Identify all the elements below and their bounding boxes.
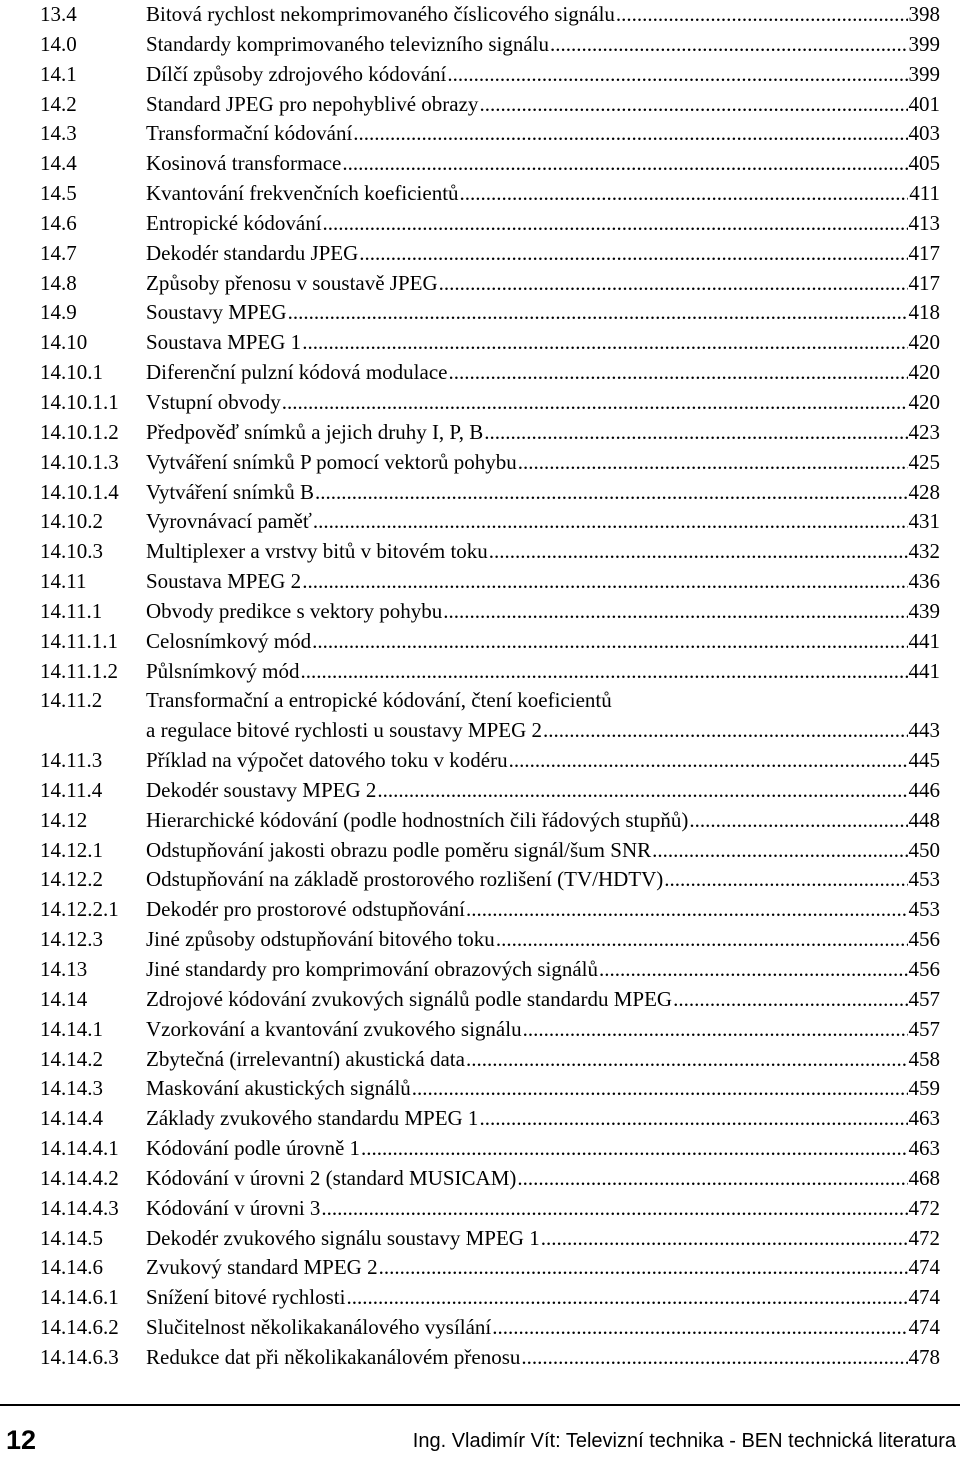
toc-dot-leader [460,179,909,209]
toc-entry-number: 14.0 [40,31,77,56]
toc-entry-title: Jiné standardy pro komprimování obrazových signálů [146,957,598,981]
toc-dot-leader [479,90,907,120]
toc-entry-number: 14.12.3 [40,927,103,952]
toc-entry-title: Standardy komprimovaného televizního signálu [146,31,549,56]
toc-entry-page: 456 [908,957,940,981]
toc-entry-page: 420 [908,330,940,355]
toc-entry[interactable] [40,1164,940,1194]
toc-entry-title: Odstupňování na základě prostorového rozlišení (TV/HDTV) [146,867,664,892]
toc-entry-title-wrap [146,1194,909,1224]
toc-entry-title: Vyrovnávací paměť [146,509,312,534]
toc-entry-number: 14.12 [40,807,88,832]
toc-entry-page: 450 [908,837,940,862]
toc-entry-title: Dekodér standardu JPEG [146,240,359,265]
toc-dot-leader [439,269,908,299]
toc-entry-number: 14.1 [40,61,77,86]
toc-entry-title-wrap [146,179,909,209]
toc-entry-number: 14.14.4.3 [40,1195,119,1220]
toc-entry-page: 459 [908,1076,940,1101]
toc-entry[interactable] [40,507,940,537]
toc-entry[interactable] [40,806,940,836]
toc-entry-title: Celosnímkový mód [146,628,312,653]
toc-entry-number: 14.12.1 [40,837,103,862]
toc-entry-number: 14.11 [40,569,87,594]
toc-entry-number: 14.11.1 [40,598,103,623]
toc-dot-leader [550,30,908,60]
toc-entry[interactable] [40,895,940,925]
toc-entry-title-wrap [146,448,909,478]
toc-dot-leader [321,1194,907,1224]
toc-entry[interactable] [40,1313,940,1343]
toc-entry-page: 474 [908,1255,940,1280]
toc-entry[interactable] [40,478,940,508]
toc-entry-number: 14.10.1.4 [40,479,119,504]
toc-entry-title: Standard JPEG pro nepohyblivé obrazy [146,91,479,116]
toc-entry-title-wrap [146,627,909,657]
toc-dot-leader [377,776,907,806]
toc-entry-page: 420 [908,389,940,414]
toc-entry-title-wrap [146,1253,909,1283]
toc-entry-title: Bitová rychlost nekomprimovaného číslicového signálu [146,2,615,26]
toc-dot-leader [689,806,907,836]
toc-dot-leader [492,1313,907,1343]
toc-entry-page: 436 [908,569,940,594]
toc-entry-page: 398 [908,2,940,26]
toc-entry-title-wrap [146,716,909,746]
toc-entry-title-wrap [146,1104,909,1134]
toc-dot-leader [664,865,907,895]
toc-entry-page: 399 [908,61,940,86]
toc-entry[interactable] [40,836,940,866]
toc-entry-number: 14.14.4 [40,1106,103,1131]
toc-entry[interactable] [40,90,940,120]
toc-entry-page: 417 [908,240,940,265]
toc-entry-page: 463 [908,1136,940,1161]
toc-entry-number: 14.6 [40,210,77,235]
toc-dot-leader [443,597,907,627]
toc-entry-title: Kódování podle úrovně 1 [146,1136,361,1161]
footer-book-credit: Ing. Vladimír Vít: Televizní technika - BEN technická literatura [412,1430,956,1452]
toc-entry-title-wrap [146,298,909,328]
toc-entry-number: 14.14.6.3 [40,1344,119,1369]
toc-entry-title-wrap [146,985,909,1015]
toc-entry[interactable] [40,298,940,328]
toc-entry-page: 423 [908,419,940,444]
toc-entry-title: Dílčí způsoby zdrojového kódování [146,61,447,86]
toc-entry[interactable] [40,955,940,985]
footer-page-number: 12 [6,1425,37,1455]
toc-entry-title: Dekodér soustavy MPEG 2 [146,777,377,802]
toc-entry-title: Vytváření snímků P pomocí vektorů pohybu [146,449,517,474]
toc-entry-title: Maskování akustických signálů [146,1076,411,1101]
toc-dot-leader [312,627,907,657]
toc-entry-page: 441 [908,628,940,653]
toc-entry-number: 14.10.2 [40,509,103,534]
toc-entry-page: 474 [908,1285,940,1310]
toc-entry-title-wrap [146,955,909,985]
toc-entry[interactable] [40,1343,940,1373]
toc-entry-title-wrap [146,507,909,537]
toc-entry[interactable] [40,30,940,60]
toc-entry-number: 14.11.4 [40,777,103,802]
toc-entry-number: 14.2 [40,91,77,116]
toc-entry-page: 445 [908,748,940,773]
toc-entry-title-wrap [146,269,909,299]
toc-entry-title-wrap [146,1224,909,1254]
toc-entry-page: 413 [908,210,940,235]
toc-entry[interactable] [40,0,940,30]
toc-entry-page: 474 [908,1315,940,1340]
toc-entry-title-wrap [146,895,909,925]
toc-entry-title-wrap [146,597,909,627]
toc-entry-page: 453 [908,867,940,892]
toc-entry-title: Předpověď snímků a jejich druhy I, P, B [146,419,484,444]
toc-entry[interactable] [40,1224,940,1254]
toc-entry-number: 14.12.2.1 [40,897,119,922]
toc-entry-title: Dekodér zvukového signálu soustavy MPEG 1 [146,1225,540,1250]
toc-entry-number: 14.10.3 [40,539,103,564]
toc-entry-title-wrap [146,418,909,448]
toc-entry-number: 14.10.1.2 [40,419,119,444]
toc-entry-title: Soustava MPEG 2 [146,569,302,594]
toc-entry-page: 443 [908,718,940,743]
toc-entry-title: Kódování v úrovni 2 (standard MUSICAM) [146,1165,517,1190]
toc-entry-title: Entropické kódování [146,210,322,235]
toc-dot-leader [466,895,907,925]
toc-entry[interactable] [40,925,940,955]
toc-entry-number: 14.10 [40,330,88,355]
toc-dot-leader [479,1104,907,1134]
toc-entry[interactable] [40,746,940,776]
toc-entry[interactable] [40,567,940,597]
toc-entry-title-wrap [146,1045,909,1075]
toc-entry[interactable] [40,239,940,269]
toc-entry-title: Soustavy MPEG [146,300,287,325]
toc-entry-number: 14.14.6.2 [40,1315,119,1340]
toc-entry-page: 446 [908,777,940,802]
toc-entry-page: 431 [908,509,940,534]
toc-dot-leader [448,358,907,388]
toc-dot-leader [466,1045,908,1075]
toc-entry[interactable] [40,1134,940,1164]
toc-entry-title-wrap [146,0,909,30]
toc-entry-title-wrap [146,1164,909,1194]
toc-entry-title-wrap [146,478,909,508]
toc-entry-page: 428 [908,479,940,504]
toc-entry-title-wrap [146,1134,909,1164]
toc-dot-leader [342,149,907,179]
toc-dot-leader [518,448,908,478]
toc-entry[interactable] [40,209,940,239]
toc-entry-title-wrap [146,925,909,955]
toc-entry[interactable] [40,1104,940,1134]
toc-entry-title-wrap [146,537,909,567]
toc-entry[interactable] [40,597,940,627]
toc-dot-leader [484,418,907,448]
toc-entry-number: 14.11.3 [40,748,103,773]
toc-entry-page: 399 [908,31,940,56]
toc-entry-number: 14.9 [40,300,77,325]
toc-entry-number: 14.14.4.2 [40,1165,119,1190]
toc-entry-title-wrap [146,388,909,418]
toc-entry-number: 14.10.1 [40,360,103,385]
toc-entry-title-wrap [146,358,909,388]
toc-dot-leader [379,1253,908,1283]
toc-dot-leader [509,746,908,776]
toc-dot-leader [517,1164,907,1194]
toc-dot-leader [313,507,908,537]
toc-entry-title-wrap [146,1313,909,1343]
toc-dot-leader [288,298,908,328]
toc-entry[interactable] [40,537,940,567]
toc-entry-title: Zdrojové kódování zvukových signálů podle standardu MPEG [146,986,673,1011]
toc-entry-title-wrap [146,776,909,806]
toc-entry-title: Dekodér pro prostorové odstupňování [146,897,466,922]
toc-entry-title: Vstupní obvody [146,389,281,414]
toc-dot-leader [353,119,907,149]
toc-dot-leader [489,537,908,567]
toc-entry-page: 432 [908,539,940,564]
toc-dot-leader [652,836,907,866]
toc-entry-number: 14.3 [40,121,77,146]
toc-entry-number: 14.14.6 [40,1255,103,1280]
toc-entry[interactable] [40,686,940,716]
toc-entry[interactable] [40,179,940,209]
toc-entry-page: 417 [908,270,940,295]
toc-dot-leader [315,478,908,508]
toc-entry-title-wrap [146,865,909,895]
toc-entry[interactable] [40,328,940,358]
toc-entry[interactable] [40,1194,940,1224]
toc-entry-number: 14.10.1.3 [40,449,119,474]
toc-entry-page: 478 [908,1344,940,1369]
toc-entry-title-wrap [146,836,909,866]
toc-entry-title-continued: a regulace bitové rychlosti u soustavy MPEG 2 [146,718,543,743]
toc-dot-leader [359,239,907,269]
toc-entry-title: Příklad na výpočet datového toku v kodéru [146,748,508,773]
toc-entry-title: Vytváření snímků B [146,479,314,504]
toc-entry[interactable] [40,119,940,149]
toc-entry-title: Zbytečná (irrelevantní) akustická data [146,1046,465,1071]
toc-dot-leader [541,1224,908,1254]
toc-entry-title-wrap [146,1343,909,1373]
toc-entry-title: Zvukový standard MPEG 2 [146,1255,378,1280]
toc-entry-number: 14.14.4.1 [40,1136,119,1161]
toc-entry-title: Vzorkování a kvantování zvukového signálu [146,1016,522,1041]
toc-entry-page: 457 [908,986,940,1011]
toc-entry-page: 405 [908,151,940,176]
toc-dot-leader [361,1134,907,1164]
toc-entry[interactable] [40,269,940,299]
toc-dot-leader [523,1015,908,1045]
toc-entry-continuation[interactable] [40,716,940,746]
toc-entry-number: 14.14.3 [40,1076,103,1101]
toc-entry-page: 468 [908,1165,940,1190]
toc-entry-page: 457 [908,1016,940,1041]
toc-dot-leader [521,1343,907,1373]
toc-entry-title-wrap [146,746,909,776]
toc-entry-title: Multiplexer a vrstvy bitů v bitovém toku [146,539,488,564]
toc-entry-title: Slučitelnost několikakanálového vysílání [146,1315,492,1340]
toc-entry-title: Kvantování frekvenčních koeficientů [146,181,459,206]
toc-entry-title-wrap [146,1015,909,1045]
toc-entry-number: 14.11.1.2 [40,658,118,683]
toc-entry-page: 401 [908,91,940,116]
toc-entry-title-wrap [146,119,909,149]
toc-entry[interactable] [40,657,940,687]
toc-entry-number: 14.14 [40,986,88,1011]
toc-entry[interactable] [40,1074,940,1104]
toc-entry-title: Odstupňování jakosti obrazu podle poměru signál/šum SNR [146,837,652,862]
toc-entry-title-wrap [146,90,909,120]
toc-entry[interactable] [40,865,940,895]
toc-entry-number: 14.4 [40,151,77,176]
toc-entry[interactable] [40,418,940,448]
toc-dot-leader [543,716,907,746]
toc-entry[interactable] [40,358,940,388]
toc-dot-leader [302,328,907,358]
toc-entry[interactable] [40,1283,940,1313]
toc-entry-title-wrap [146,239,909,269]
toc-entry-number: 14.13 [40,957,88,981]
toc-entry-title-wrap [146,806,909,836]
table-of-contents [40,0,940,1373]
toc-entry[interactable] [40,627,940,657]
toc-entry-title-wrap [146,30,909,60]
toc-entry[interactable] [40,1015,940,1045]
toc-entry-page: 453 [908,897,940,922]
toc-entry-title-wrap [146,149,909,179]
toc-dot-leader [346,1283,907,1313]
toc-entry[interactable] [40,1045,940,1075]
toc-entry-page: 425 [908,449,940,474]
toc-entry-number: 14.12.2 [40,867,103,892]
toc-entry-number: 14.7 [40,240,77,265]
toc-entry-number: 14.14.2 [40,1046,103,1071]
toc-entry[interactable] [40,776,940,806]
toc-entry-number: 13.4 [40,2,77,26]
toc-entry-title: Redukce dat při několikakanálovém přenosu [146,1344,521,1369]
toc-entry-title: Transformační a entropické kódování, čtení koeficientů [146,688,612,713]
toc-entry-title-wrap [146,657,909,687]
toc-entry-title-wrap [146,60,909,90]
toc-entry-title-wrap [146,209,909,239]
toc-dot-leader [412,1074,908,1104]
toc-dot-leader [302,567,907,597]
footer-divider [0,1404,960,1406]
toc-dot-leader [599,955,908,985]
toc-entry-number: 14.11.2 [40,688,103,713]
toc-entry-title: Diferenční pulzní kódová modulace [146,360,448,385]
toc-entry-page: 418 [908,300,940,325]
toc-entry-number: 14.5 [40,181,77,206]
toc-dot-leader [282,388,908,418]
toc-entry-page: 441 [908,658,940,683]
toc-entry-title-wrap [146,1074,909,1104]
toc-entry-title: Kosinová transformace [146,151,342,176]
toc-entry-number: 14.14.1 [40,1016,103,1041]
toc-entry-page: 463 [908,1106,940,1131]
toc-entry-title: Soustava MPEG 1 [146,330,302,355]
toc-entry-title-wrap [146,328,909,358]
toc-entry-page: 472 [908,1225,940,1250]
toc-entry-number: 14.11.1.1 [40,628,118,653]
toc-entry-number: 14.14.5 [40,1225,103,1250]
toc-entry-number: 14.8 [40,270,77,295]
toc-entry-title: Transformační kódování [146,121,353,146]
toc-entry-page: 458 [908,1046,940,1071]
toc-dot-leader [616,0,908,30]
toc-entry-title-wrap [146,567,909,597]
toc-entry-title: Snížení bitové rychlosti [146,1285,346,1310]
toc-entry[interactable] [40,60,940,90]
toc-entry[interactable] [40,149,940,179]
toc-entry[interactable] [40,1253,940,1283]
toc-entry-title: Kódování v úrovni 3 [146,1195,321,1220]
toc-entry-title: Hierarchické kódování (podle hodnostních čili řádových stupňů) [146,807,689,832]
toc-entry-title: Jiné způsoby odstupňování bitového toku [146,927,495,952]
toc-entry-title: Obvody predikce s vektory pohybu [146,598,443,623]
toc-entry-page: 420 [908,360,940,385]
toc-dot-leader [447,60,907,90]
toc-entry-page: 411 [909,181,940,206]
toc-entry[interactable] [40,388,940,418]
toc-entry[interactable] [40,985,940,1015]
toc-dot-leader [496,925,908,955]
toc-dot-leader [323,209,908,239]
toc-dot-leader [673,985,907,1015]
toc-entry[interactable] [40,448,940,478]
toc-entry-title-wrap [146,686,940,716]
toc-entry-title: Základy zvukového standardu MPEG 1 [146,1106,479,1131]
toc-entry-number: 14.10.1.1 [40,389,119,414]
toc-entry-page: 472 [908,1195,940,1220]
toc-entry-number: 14.14.6.1 [40,1285,119,1310]
toc-entry-title-wrap [146,1283,909,1313]
toc-entry-page: 439 [908,598,940,623]
toc-entry-page: 456 [908,927,940,952]
toc-entry-page: 403 [908,121,940,146]
toc-entry-page: 448 [908,807,940,832]
toc-entry-title: Způsoby přenosu v soustavě JPEG [146,270,438,295]
toc-entry-title: Půlsnímkový mód [146,658,300,683]
toc-dot-leader [300,657,907,687]
